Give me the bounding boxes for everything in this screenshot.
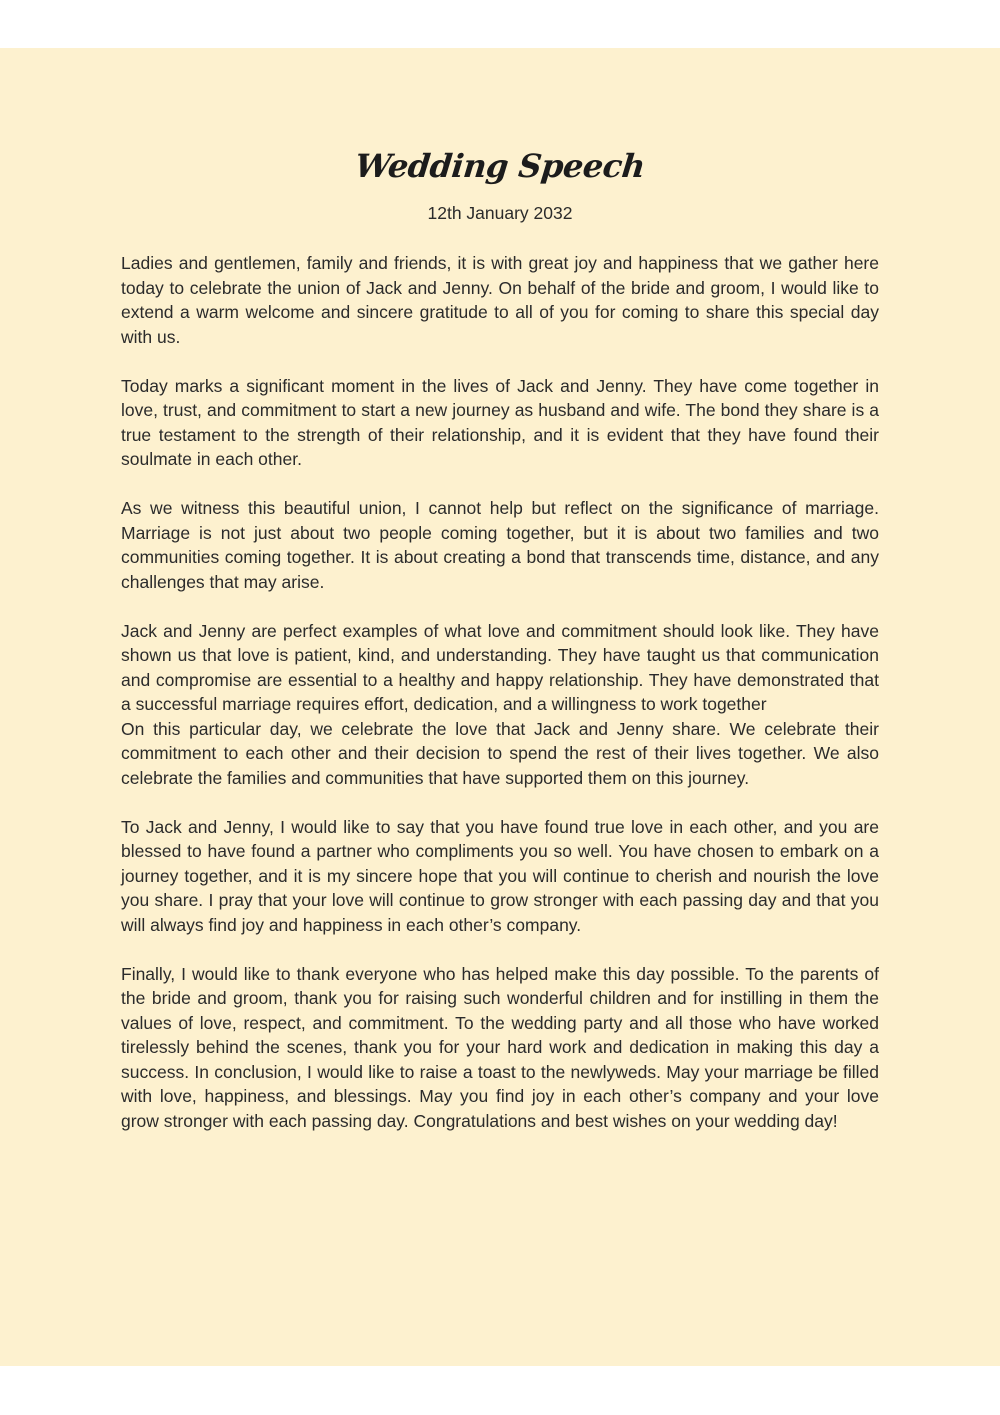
- document-content: [121, 146, 879, 1133]
- document-title: Wedding Speech: [353, 147, 647, 185]
- paragraph-to-couple: To Jack and Jenny, I would like to say that you have found true love in each other, and you are blessed to have found a partner who compliments you so well. You have chosen to embark on a journey together, and it is my sincere hope that you will continue to cherish and nourish the love you share. I pray that your love will continue to grow stronger with each passing day and that you will always find joy and happiness in each other’s company.: [121, 816, 879, 935]
- paragraph-perfect-examples: Jack and Jenny are perfect examples of what love and commitment should look like. They have shown us that love is patient, kind, and understanding. They have taught us that communication and compromise are essential to a healthy and happy relationship. They have demonstrated that a successful marriage requires effort, dedication, and a willingness to work together: [121, 620, 879, 714]
- paragraph-significant-moment: Today marks a significant moment in the lives of Jack and Jenny. They have come together in love, trust, and commitment to start a new journey as husband and wife. The bond they share is a true testament to the strength of their relationship, and it is evident that they have found their soulmate in each other.: [121, 375, 879, 469]
- document-page: [0, 48, 1000, 1366]
- paragraph-thanks-and-toast: Finally, I would like to thank everyone who has helped make this day possible. To the parents of the bride and groom, thank you for raising such wonderful children and for instilling in them the values of love, respect, and commitment. To the wedding party and all those who have worked tirelessly behind the scenes, thank you for your hard work and dedication in making this day a success. In conclusion, I would like to raise a toast to the newlyweds. May your marriage be filled with love, happiness, and blessings. May you find joy in each other’s company and your love grow stronger with each passing day. Congratulations and best wishes on your wedding day!: [121, 963, 879, 1131]
- paragraph-celebration: On this particular day, we celebrate the love that Jack and Jenny share. We celebrate their commitment to each other and their decision to spend the rest of their lives together. We also celebrate the families and communities that have supported them on this journey.: [121, 718, 879, 788]
- document-date: 12th January 2032: [427, 203, 573, 223]
- paragraph-welcome: Ladies and gentlemen, family and friends, it is with great joy and happiness that we gather here today to celebrate the union of Jack and Jenny. On behalf of the bride and groom, I would like to extend a warm welcome and sincere gratitude to all of you for coming to share this special day with us.: [121, 253, 879, 347]
- paragraph-marriage-reflection: As we witness this beautiful union, I cannot help but reflect on the significance of marriage. Marriage is not just about two people coming together, but it is about two families and two communities coming together. It is about creating a bond that transcends time, distance, and any challenges that may arise.: [121, 498, 879, 592]
